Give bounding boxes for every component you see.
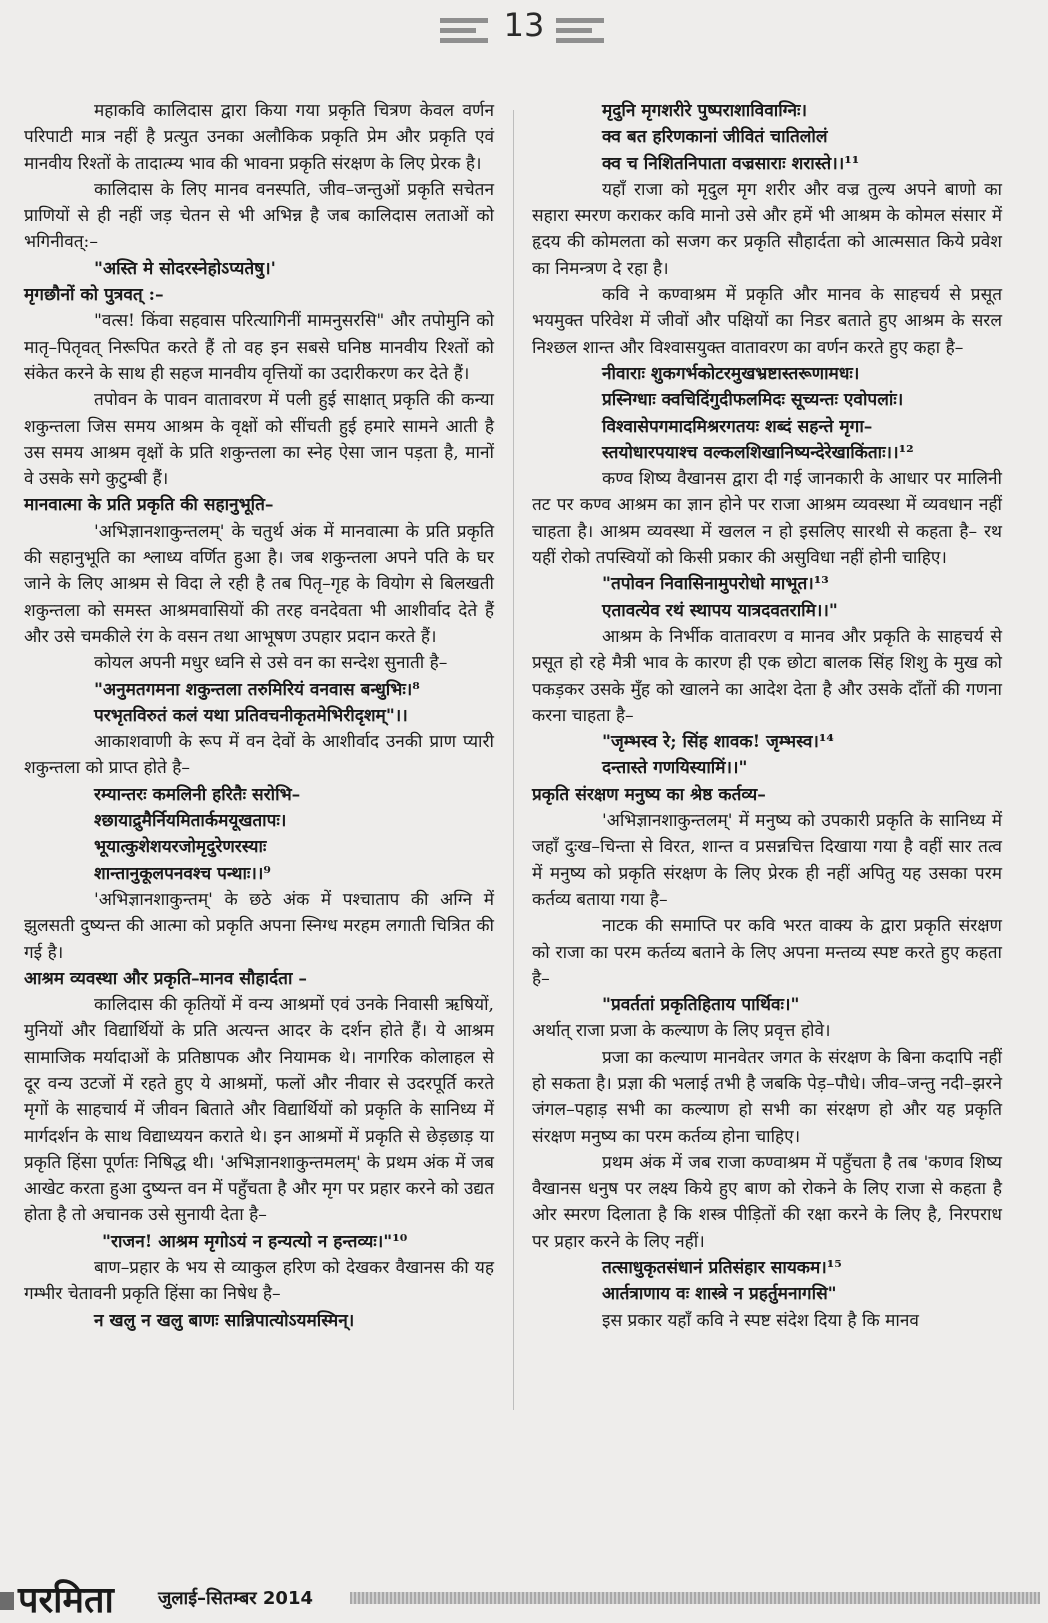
- magazine-logo: परमिता: [18, 1580, 114, 1621]
- verse-line: तत्साधुकृतसंधानं प्रतिसंहार सायकम।¹⁵: [602, 1258, 842, 1279]
- verse-line: प्रस्निग्धाः क्वचिदिंगुदीफलमिदः सूच्यन्तः एवोपलांः।: [602, 390, 904, 411]
- paragraph: आकाशवाणी के रूप में वन देवों के आशीर्वाद उनकी प्राण प्यारी शकुन्तला को प्राप्त होते है–: [24, 732, 494, 779]
- verse-line: स्तयोधारपयाश्च वल्कलशिखानिष्यन्देरेखाकिंताः।।¹²: [602, 442, 914, 463]
- paragraph: इस प्रकार यहाँ कवि ने स्पष्ट संदेश दिया है कि मानव: [602, 1310, 919, 1331]
- section-heading: आश्रम व्यवस्था और प्रकृति–मानव सौहार्दता –: [24, 968, 307, 989]
- paragraph: प्रथम अंक में जब राजा कण्वाश्रम में पहुँचता है तब 'कणव शिष्य वैखानस धनुष पर लक्ष्य किये हुए बाण को रोकने के लिए राजा से कहता है ओर स्मरण दिलाता है कि शस्त्र पीड़ितों की रक्षा करने के लिए है, निरपराध पर प्रहार करने के लिए नहीं।: [532, 1152, 1002, 1252]
- paragraph: कवि ने कण्वाश्रम में प्रकृति और मानव के साहचर्य से प्रसूत भयमुक्त परिवेश में जीवों और पक्षियों का निडर बताते हुए आश्रम के सरल निश्छल शान्त और विश्वासयुक्त वातावरण का वर्णन करते हुए कहा है–: [532, 285, 1002, 358]
- page-number: 13: [503, 6, 545, 44]
- footer-rule: [350, 1592, 1040, 1604]
- right-column: [532, 98, 1002, 1334]
- verse-line: दन्तास्ते गणयिस्यामिं।।": [602, 758, 748, 779]
- paragraph: महाकवि कालिदास द्वारा किया गया प्रकृति चित्रण केवल वर्णन परिपाटी मात्र नहीं है प्रत्युत उनका अलौकिक प्रकृति प्रेम और प्रकृति एवं मानवीय रिश्तों के तादात्म्य भाव की भावना प्रकृति संरक्षण के लिए प्रेरक है।: [24, 101, 494, 174]
- paragraph: 'अभिज्ञानशाकुन्तलम्' के चतुर्थ अंक में मानवात्मा के प्रति प्रकृति की सहानुभूति का श्लाध्य वर्णित हुआ है। जब शकुन्तला अपने पति के घर जाने के लिए आश्रम से विदा ले रही है तब पितृ–गृह के वियोग से बिलखती शकुन्तला को समस्त आश्रमवासियों की तरह वनदेवता भी आशीर्वाद देते हैं और उसे चमकीले रंग के वसन तथा आभूषण उपहार प्रदान करते हैं।: [24, 521, 494, 647]
- verse-line: आर्तत्राणाय वः शास्त्रे न प्रहर्तुमनागसि": [602, 1284, 837, 1305]
- verse-line: न खलु न खलु बाणः सान्निपात्योऽयमस्मिन्।: [94, 1310, 355, 1331]
- verse-line: विश्वासेपगमादमिश्ररगतयः शब्दं सहन्ते मृगा–: [602, 416, 873, 437]
- paragraph: कण्व शिष्य वैखानस द्वारा दी गई जानकारी के आधार पर मालिनी तट पर कण्व आश्रम का ज्ञान होने पर राजा आश्रम व्यवस्था में व्यवधान नहीं चाहता है। आश्रम व्यवस्था में खलल न हो इसलिए सारथी से कहता है– रथ यहीं रोको तपस्वियों को किसी प्रकार की असुविधा नहीं होनी चाहिए।: [532, 469, 1002, 569]
- left-column: [24, 98, 494, 1334]
- paragraph: कोयल अपनी मधुर ध्वनि से उसे वन का सन्देश सुनाती है–: [94, 653, 448, 674]
- paragraph: कालिदास के लिए मानव वनस्पति, जीव–जन्तुओं प्रकृति सचेतन प्राणियों से ही नहीं जड़ चेतन से भी अभिन्न है जब कालिदास लताओं को भगिनीवत्:–: [24, 179, 494, 253]
- paragraph: कालिदास की कृतियों में वन्य आश्रमों एवं उनके निवासी ऋषियों, मुनियों और विद्यार्थियों के प्रति अत्यन्त आदर के दर्शन होते हैं। ये आश्रम सामाजिक मर्यादाओं के प्रतिष्ठापक और नियामक थे। नागरिक कोलाहल से दूर वन्य उटजों में रहते हुए ये आश्रमों, फलों और नीवार से उदरपूर्ति करते मृगों के साहचार्य में जीवन बिताते और विद्यार्थियों को प्रकृति के सानिध्य में मार्गदर्शन के साथ विद्याध्ययन कराते थे। इन आश्रमों में प्रकृति से छेड़छाड़ या प्रकृति हिंसा पूर्णतः निषिद्ध थी। 'अभिज्ञानशाकुन्तमलम्' के प्रथम अंक में जब आखेट करता हुआ दुष्यन्त वन में पहुँचता है और मृग पर प्रहार करने को उद्यत होता है तो अचानक उसे सुनायी देता है–: [24, 995, 494, 1226]
- verse-line: "जृम्भस्व रे; सिंह शावक! जृम्भस्व।¹⁴: [602, 732, 834, 753]
- verse-line: "राजन! आश्रम मृगोऽयं न हन्यत्यो न हन्तव्यः।"¹⁰: [102, 1231, 408, 1252]
- verse-line: "अनुमतगमना शकुन्तला तरुमिरियं वनवास बन्धुभिः।⁸: [94, 679, 420, 700]
- verse-line: एतावत्येव रथं स्थापय यात्रदवतरामि।।": [602, 600, 838, 621]
- verse-line: श्छायाद्रुमैर्नियमितार्कमयूखतापः।: [94, 811, 287, 832]
- header-ornament-right: [556, 18, 606, 48]
- paragraph: बाण–प्रहार के भय से व्याकुल हरिण को देखकर वैखानस की यह गम्भीर चेतावनी प्रकृति हिंसा का निषेध है–: [24, 1258, 494, 1305]
- paragraph: तपोवन के पावन वातावरण में पली हुई साक्षात् प्रकृति की कन्या शकुन्तला जिस समय आश्रम के वृक्षों को सींचती हुई हमारे सामने आती है उस समय आश्रम वृक्षों के प्रति शकुन्तला का स्नेह ऐसा जान पड़ता है, मानों वे उसके सगे कुटुम्बी हैं।: [24, 390, 494, 490]
- verse-line: क्व बत हरिणकानां जीवितं चातिलोलं: [602, 127, 828, 148]
- verse-line: "तपोवन निवासिनामुपरोधो माभूत।¹³: [602, 574, 829, 595]
- paragraph: यहाँ राजा को मृदुल मृग शरीर और वज्र तुल्य अपने बाणो का सहारा स्मरण कराकर कवि मानो उसे और हमें भी आश्रम के कोमल संसार में हृदय की कोमलता को सजग कर प्रकृति सौहार्दता को आत्मसात किये प्रवेश का निमन्त्रण दे रहा है।: [532, 179, 1002, 279]
- verse-line: मृदुनि मृगशरीरे पुष्पराशाविवाग्निः।: [602, 101, 808, 121]
- header-ornament-left: [440, 18, 490, 48]
- paragraph: नाटक की समाप्ति पर कवि भरत वाक्य के द्वारा प्रकृति संरक्षण को राजा का परम कर्तव्य बताने के लिए अपना मन्तव्य स्पष्ट करते हुए कहता है–: [532, 916, 1002, 989]
- paragraph: 'अभिज्ञानशाकुन्तलम्' में मनुष्य को उपकारी प्रकृति के सानिध्य में जहाँ दुःख–चिन्ता से विरत, शान्त व प्रसन्नचित्त दिखाया गया है वहीं सार तत्व में मनुष्य को प्रकृति संरक्षण के लिए प्रेरक ही नहीं अपितु यह उसका परम कर्तव्य बताया गया है–: [532, 811, 1002, 910]
- paragraph: आश्रम के निर्भीक वातावरण व मानव और प्रकृति के साहचर्य से प्रसूत हो रहे मैत्री भाव के कारण ही एक छोटा बालक सिंह शिशु के मुख को पकड़कर उसके मुँह को खालने का आदेश देता है और उसके दाँतों की गणना करना चाहता है–: [532, 626, 1002, 726]
- verse-line: भूयात्कुशेशयरजोमृदुरेणरस्याः: [94, 837, 267, 858]
- verse-line: "प्रवर्ततां प्रकृतिहिताय पार्थिवः।": [602, 995, 800, 1016]
- paragraph: प्रजा का कल्याण मानवेतर जगत के संरक्षण के बिना कदापि नहीं हो सकता है। प्रज्ञा की भलाई तभी है जबकि पेड़–पौधे। जीव–जन्तु नदी–झरने जंगल–पहाड़ सभी का कल्याण हो सभी का संरक्षण हो और यह प्रकृति संरक्षण मनुष्य का परम कर्तव्य होना चाहिए।: [532, 1047, 1002, 1147]
- issue-date: जुलाई–सितम्बर 2014: [158, 1588, 314, 1609]
- section-heading: मृगछौनों को पुत्रवत् :–: [24, 285, 164, 306]
- paragraph: "वत्स! किंवा सहवास परित्यागिनीं मामनुसरसि" और तपोमुनि को मातृ–पितृवत् निरूपित करते हैं तो वह इन सबसे घनिष्ठ मानवीय रिश्तों को संकेत करने के साथ ही सहज मानवीय वृत्तियों का उदारीकरण कर देते हैं।: [24, 311, 494, 384]
- verse-line: नीवाराः शुकगर्भकोटरमुखभ्रष्टास्तरूणामधः।: [602, 363, 860, 384]
- verse-line: परभृतविरुतं कलं यथा प्रतिवचनीकृतमेभिरीदृशम्"।।: [94, 705, 408, 726]
- column-divider: [513, 110, 514, 1410]
- section-heading: मानवात्मा के प्रति प्रकृति की सहानुभूति–: [24, 495, 274, 516]
- verse-line: शान्तानुकूलपनवश्च पन्थाः।।⁹: [94, 863, 271, 884]
- page-footer: [0, 1580, 1048, 1620]
- page-header: [0, 0, 1048, 60]
- paragraph: अर्थात् राजा प्रजा के कल्याण के लिए प्रवृत्त होवे।: [532, 1021, 831, 1042]
- verse-line: रम्यान्तरः कमलिनी हरितैः सरोभि–: [94, 784, 301, 805]
- verse-line: क्व च निशितनिपाता वज्रसाराः शरास्ते।।¹¹: [602, 153, 860, 174]
- verse-line: "अस्ति मे सोदरस्नेहोऽप्यतेषु।': [94, 258, 276, 279]
- section-heading: प्रकृति संरक्षण मनुष्य का श्रेष्ठ कर्तव्य–: [532, 784, 766, 805]
- footer-accent-bar: [0, 1592, 14, 1610]
- paragraph: 'अभिज्ञानशाकुन्तम्' के छठे अंक में पश्चाताप की अग्नि में झुलसती दुष्यन्त की आत्मा को प्रकृति अपना स्निग्ध मरहम लगाती चित्रित की गई है।: [24, 889, 494, 963]
